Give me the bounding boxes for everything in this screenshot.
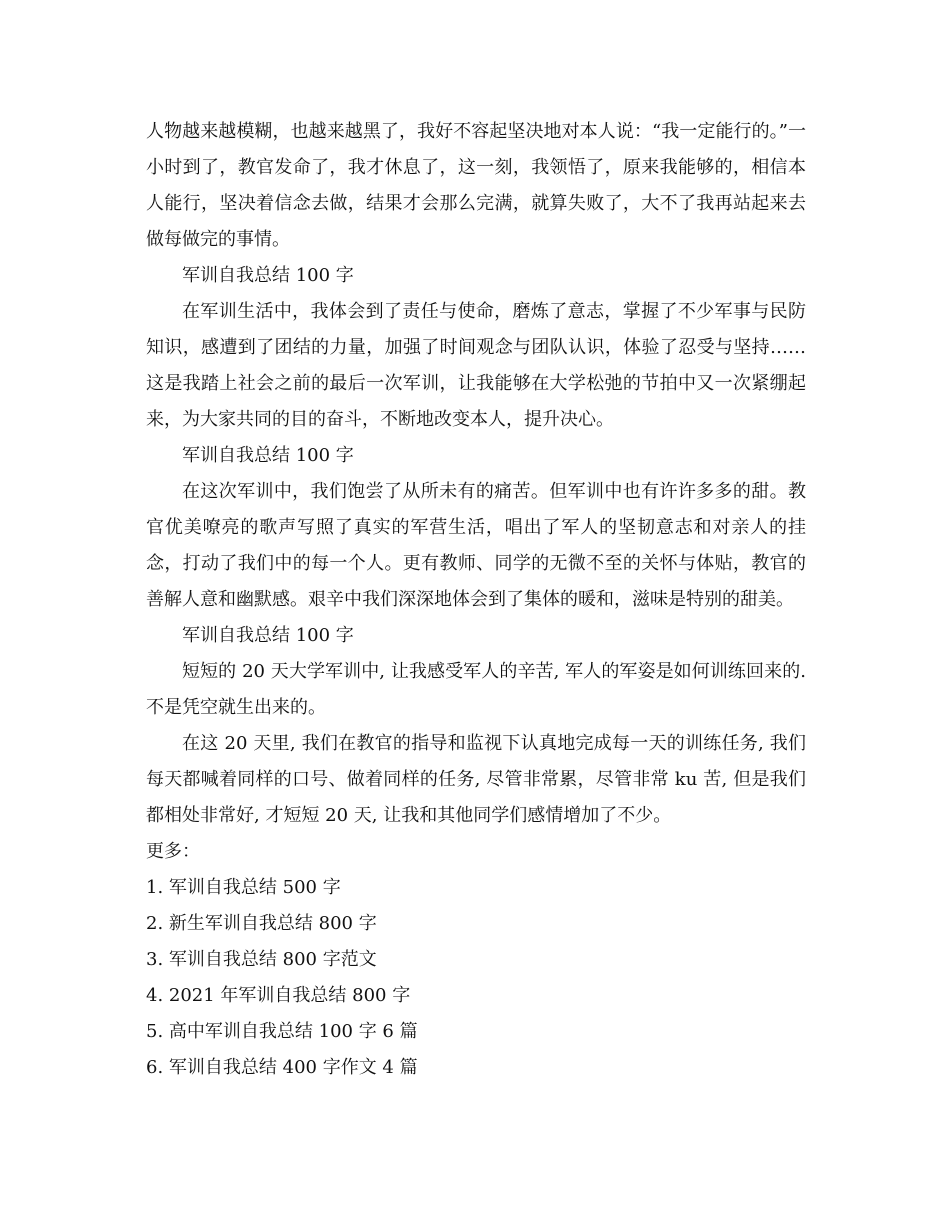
related-link[interactable]: 1. 军训自我总结 500 字 [146,877,341,898]
section-heading: 军训自我总结 100 字 [182,265,354,286]
paragraph: 在这 20 天里, 我们在教官的指导和监视下认真地完成每一天的训练任务, 我们每天都喊着同样的口号、做着同样的任务, 尽管非常累，尽管非常 ku 苦, 但是我们都相处非常好, 才短短 20 天, 让我和其他同学们感情增加了不少。 [146,733,806,826]
paragraph: 在军训生活中，我体会到了责任与使命，磨炼了意志，掌握了不少军事与民防知识，感遭到了团结的力量，加强了时间观念与团队认识，体验了忍受与坚持……这是我踏上社会之前的最后一次军训，让我能够在大学松弛的节拍中又一次紧绷起来，为大家共同的目的奋斗，不断地改变本人，提升决心。 [146,301,806,430]
more-label: 更多： [146,841,200,862]
related-link[interactable]: 5. 高中军训自我总结 100 字 6 篇 [146,1021,418,1042]
related-links-list [146,870,806,1086]
related-link[interactable]: 2. 新生军训自我总结 800 字 [146,913,377,934]
related-link[interactable]: 3. 军训自我总结 800 字范文 [146,949,377,970]
section-heading: 军训自我总结 100 字 [182,445,354,466]
related-link[interactable]: 4. 2021 年军训自我总结 800 字 [146,985,411,1006]
document-page [146,114,806,1086]
paragraph: 短短的 20 天大学军训中, 让我感受军人的辛苦, 军人的军姿是如何训练回来的. 不是凭空就生出来的。 [146,661,806,718]
paragraph-continuation: 人物越来越模糊，也越来越黑了，我好不容起坚决地对本人说：“我一定能行的。”一小时到了，教官发命了，我才休息了，这一刻，我领悟了，原来我能够的，相信本人能行，坚决着信念去做，结果才会那么完满，就算失败了，大不了我再站起来去做每做完的事情。 [146,121,806,250]
related-link[interactable]: 6. 军训自我总结 400 字作文 4 篇 [146,1057,418,1078]
section-heading: 军训自我总结 100 字 [182,625,354,646]
paragraph: 在这次军训中，我们饱尝了从所未有的痛苦。但军训中也有许许多多的甜。教官优美嘹亮的歌声写照了真实的军营生活，唱出了军人的坚韧意志和对亲人的挂念，打动了我们中的每一个人。更有教师、同学的无微不至的关怀与体贴，教官的善解人意和幽默感。艰辛中我们深深地体会到了集体的暖和，滋味是特别的甜美。 [146,481,806,610]
